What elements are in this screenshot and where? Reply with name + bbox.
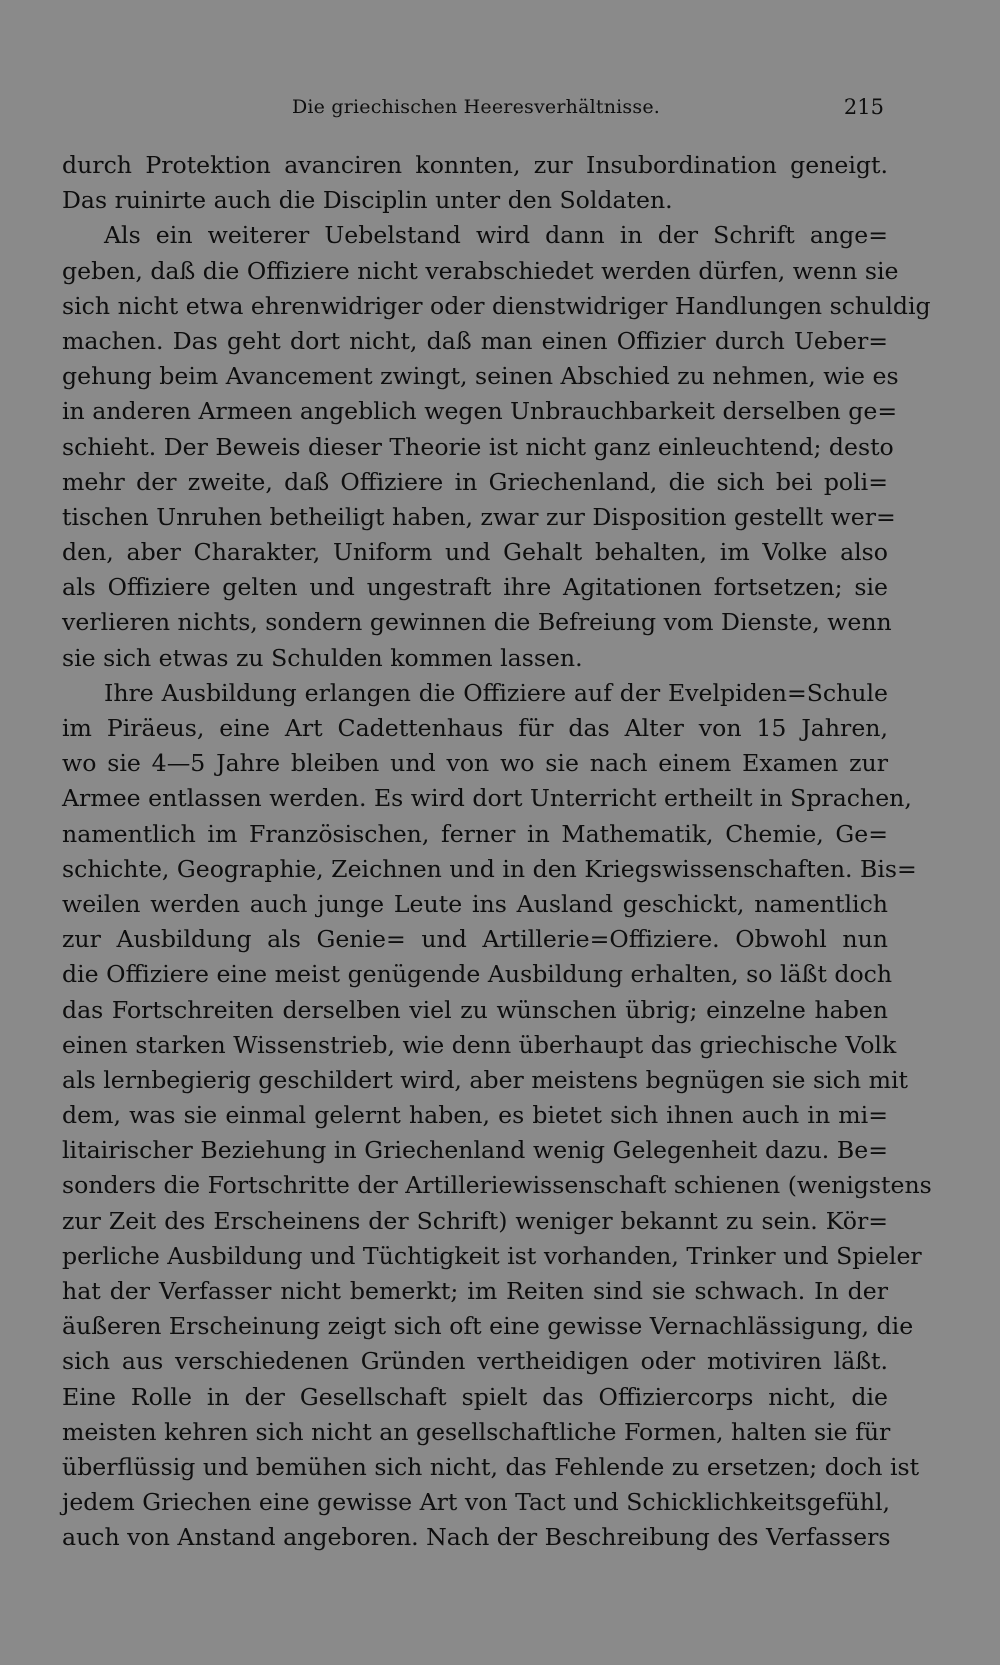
text-line: Als ein weiterer Uebelstand wird dann in der Schrift ange= — [104, 221, 888, 250]
text-line: einen starken Wissenstrieb, wie denn überhaupt das griechische Volk — [62, 1030, 897, 1059]
text-line: hat der Verfasser nicht bemerkt; im Reiten sind sie schwach. In der — [62, 1277, 888, 1305]
text-line: sie sich etwas zu Schulden kommen lassen. — [62, 643, 583, 672]
text-line: als Offiziere gelten und ungestraft ihre Agitationen fortsetzen; sie — [62, 573, 888, 602]
text-line: meisten kehren sich nicht an gesellschaftliche Formen, halten sie für — [62, 1417, 891, 1446]
text-line: tischen Unruhen betheiligt haben, zwar zur Disposition gestellt wer= — [62, 502, 896, 531]
text-line: durch Protektion avanciren konnten, zur Insubordination geneigt. — [62, 151, 888, 179]
text-line: im Piräeus, eine Art Cadettenhaus für das Alter von 15 Jahren, — [62, 714, 888, 742]
text-line: Eine Rolle in der Gesellschaft spielt das Offiziercorps nicht, die — [62, 1382, 888, 1411]
text-line: dem, was sie einmal gelernt haben, es bietet sich ihnen auch in mi= — [62, 1101, 888, 1130]
text-line: wo sie 4—5 Jahre bleiben und von wo sie nach einem Examen zur — [62, 749, 888, 778]
text-line: jedem Griechen eine gewisse Art von Tact und Schicklichkeitsgefühl, — [62, 1488, 891, 1517]
text-line: in anderen Armeen angeblich wegen Unbrauchbarkeit derselben ge= — [62, 397, 898, 426]
text-line: überflüssig und bemühen sich nicht, das Fehlende zu ersetzen; doch ist — [62, 1452, 920, 1481]
text-line: perliche Ausbildung und Tüchtigkeit ist vorhanden, Trinker und Spieler — [62, 1241, 922, 1270]
running-title: Die griechischen Heeresverhältnisse. — [291, 96, 661, 118]
text-line: mehr der zweite, daß Offiziere in Griechenland, die sich bei poli= — [62, 467, 888, 496]
text-line: sich nicht etwa ehrenwidriger oder dienstwidriger Handlungen schuldig — [62, 291, 931, 320]
text-line: verlieren nichts, sondern gewinnen die Befreiung vom Dienste, wenn — [62, 608, 892, 637]
text-line: sonders die Fortschritte der Artilleriewissenschaft schienen (wenigstens — [62, 1171, 932, 1200]
text-line: äußeren Erscheinung zeigt sich oft eine gewisse Vernachlässigung, die — [62, 1312, 914, 1341]
text-line: Das ruinirte auch die Disciplin unter den Soldaten. — [62, 186, 673, 215]
text-line: litairischer Beziehung in Griechenland wenig Gelegenheit dazu. Be= — [62, 1136, 888, 1165]
text-line: die Offiziere eine meist genügende Ausbildung erhalten, so läßt doch — [62, 960, 893, 989]
text-line: namentlich im Französischen, ferner in Mathematik, Chemie, Ge= — [62, 819, 888, 848]
text-line: Armee entlassen werden. Es wird dort Unterricht ertheilt in Sprachen, — [62, 784, 912, 813]
text-line: gehung beim Avancement zwingt, seinen Abschied zu nehmen, wie es — [62, 362, 899, 391]
text-line: zur Zeit des Erscheinens der Schrift) weniger bekannt zu sein. Kör= — [62, 1206, 888, 1235]
text-line: den, aber Charakter, Uniform und Gehalt behalten, im Volke also — [62, 538, 888, 567]
text-line: geben, daß die Offiziere nicht verabschiedet werden dürfen, wenn sie — [62, 256, 899, 285]
text-line: schieht. Der Beweis dieser Theorie ist nicht ganz einleuchtend; desto — [62, 432, 894, 461]
text-line: weilen werden auch junge Leute ins Ausland geschickt, namentlich — [62, 889, 888, 918]
body-text — [62, 148, 932, 1556]
text-line: schichte, Geographie, Zeichnen und in den Kriegswissenschaften. Bis= — [62, 854, 917, 883]
running-head — [62, 92, 890, 126]
text-line: auch von Anstand angeboren. Nach der Beschreibung des Verfassers — [62, 1523, 891, 1552]
text-line: das Fortschreiten derselben viel zu wünschen übrig; einzelne haben — [62, 995, 888, 1024]
text-line: sich aus verschiedenen Gründen vertheidigen oder motiviren läßt. — [62, 1347, 888, 1376]
text-line: als lernbegierig geschildert wird, aber meistens begnügen sie sich mit — [62, 1065, 908, 1094]
text-line: zur Ausbildung als Genie= und Artillerie=Offiziere. Obwohl nun — [62, 925, 888, 954]
page-number: 215 — [843, 95, 884, 119]
text-line: machen. Das geht dort nicht, daß man einen Offizier durch Ueber= — [62, 326, 888, 355]
text-line: Ihre Ausbildung erlangen die Offiziere auf der Evelpiden=Schule — [104, 678, 888, 707]
